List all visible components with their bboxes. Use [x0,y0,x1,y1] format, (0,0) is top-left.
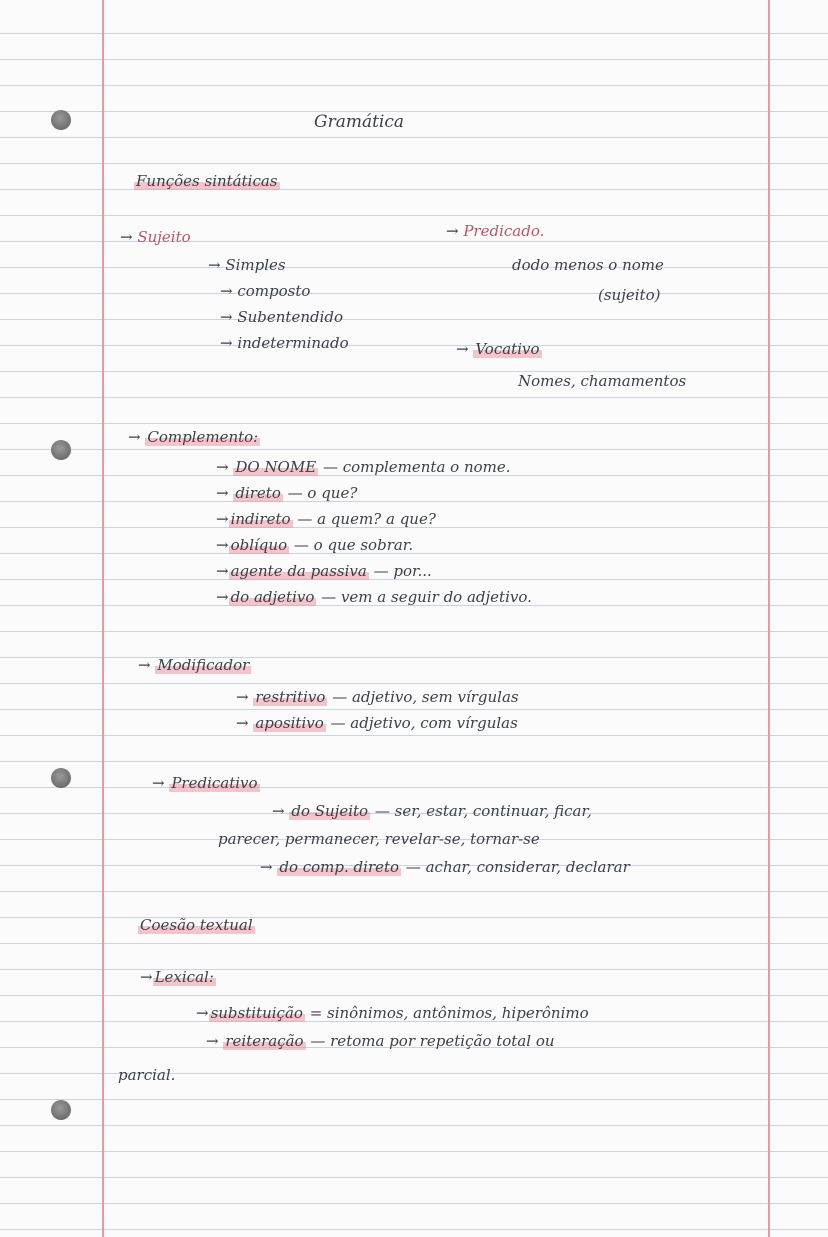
predicado-desc: dodo menos o nome [512,256,664,274]
list-item: → direto — o que? [216,484,358,502]
sujeito-heading: → Sujeito [120,228,191,246]
list-item-continuation: parcial. [118,1066,176,1084]
punch-hole [51,768,71,788]
list-item: → restritivo — adjetivo, sem vírgulas [236,688,519,706]
predicado-heading: → Predicado. [446,222,545,240]
list-item: → do comp. direto — achar, considerar, declarar [260,858,630,876]
modificador-heading: → Modificador [138,656,250,674]
list-item: → composto [220,282,311,300]
list-item: → indeterminado [220,334,349,352]
list-item: → substituição = sinônimos, antônimos, hiperônimo [196,1004,589,1022]
lexical-heading: → Lexical: [140,968,214,986]
list-item: → agente da passiva — por... [216,562,432,580]
section-heading: Coesão textual [140,916,253,934]
predicativo-heading: → Predicativo [152,774,258,792]
right-margin-line [768,0,770,1237]
section-heading: Funções sintáticas [136,172,278,190]
complemento-heading: → Complemento: [128,428,259,446]
predicado-desc-2: (sujeito) [598,286,661,304]
list-item: → DO NOME — complementa o nome. [216,458,511,476]
list-item: → oblíquo — o que sobrar. [216,536,414,554]
list-item: → Subentendido [220,308,344,326]
list-item: → do Sujeito — ser, estar, continuar, ficar, [272,802,592,820]
vocativo-heading: → Vocativo [456,340,540,358]
punch-hole [51,440,71,460]
list-item: → indireto — a quem? a que? [216,510,436,528]
list-item-continuation: parecer, permanecer, revelar-se, tornar-se [218,830,540,848]
punch-hole [51,110,71,130]
list-item: → Simples [208,256,286,274]
list-item: → do adjetivo — vem a seguir do adjetivo. [216,588,532,606]
page-title: Gramática [314,112,405,132]
vocativo-desc: Nomes, chamamentos [518,372,687,390]
punch-hole [51,1100,71,1120]
left-margin-line [102,0,104,1237]
list-item: → reiteração — retoma por repetição total ou [206,1032,555,1050]
list-item: → apositivo — adjetivo, com vírgulas [236,714,518,732]
